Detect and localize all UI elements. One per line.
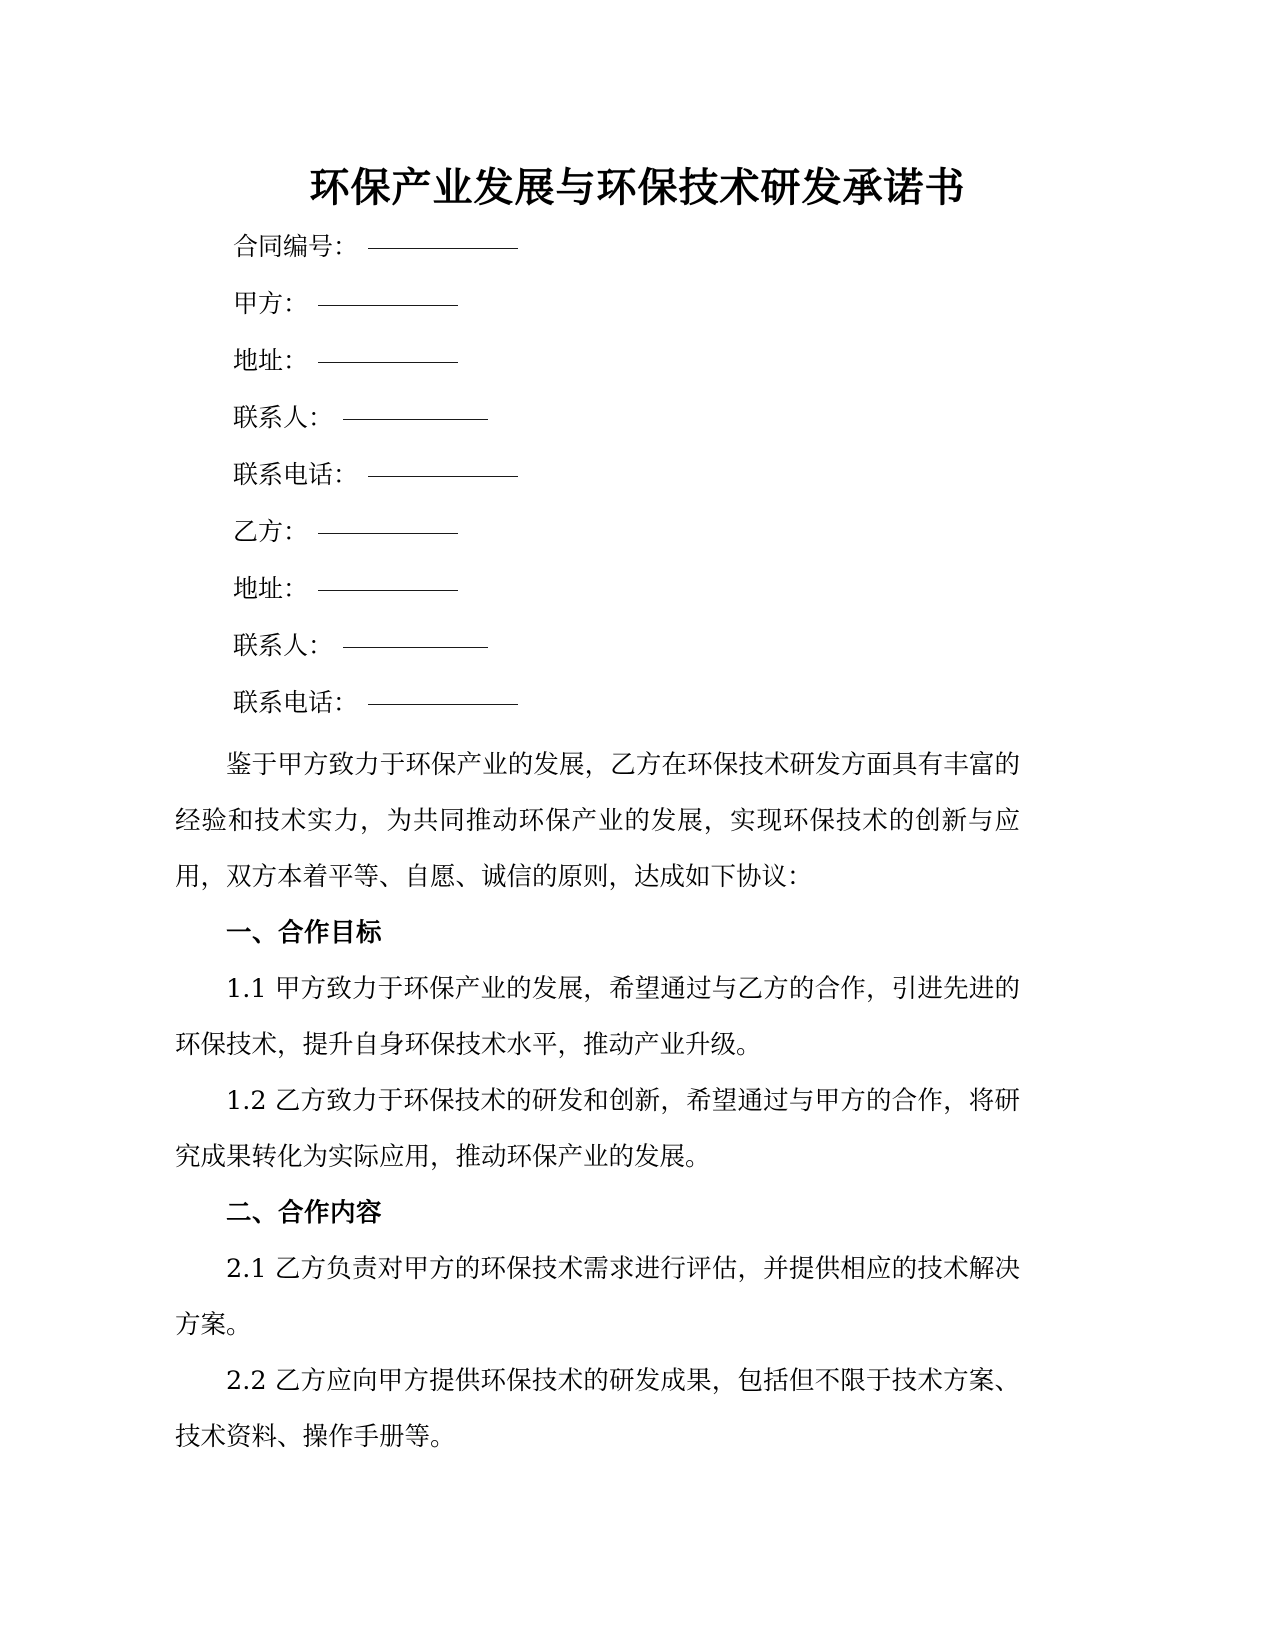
recital-paragraph: 鉴于甲方致力于环保产业的发展，乙方在环保技术研发方面具有丰富的经验和技术实力，为共同推动环保产业的发展，实现环保技术的创新与应用，双方本着平等、自愿、诚信的原则，达成如下协议： [175, 750, 1020, 892]
form-field-blank[interactable] [368, 226, 518, 249]
form-field-row [175, 503, 1020, 560]
form-field-blank[interactable] [318, 340, 458, 363]
section-heading: 二、合作内容 [226, 1198, 383, 1228]
form-field-label: 联系人： [233, 631, 334, 660]
form-field-row [175, 332, 1020, 389]
page-title: 环保产业发展与环保技术研发承诺书 [309, 163, 966, 211]
form-field-label: 地址： [233, 346, 309, 375]
form-field-label: 甲方： [233, 289, 309, 318]
clause-paragraph: 2.2 乙方应向甲方提供环保技术的研发成果，包括但不限于技术方案、技术资料、操作手册等。 [175, 1366, 1020, 1452]
form-field-blank[interactable] [343, 625, 488, 648]
section-heading: 一、合作目标 [226, 918, 383, 948]
form-field-blank[interactable] [368, 682, 518, 705]
clause-paragraph: 2.1 乙方负责对甲方的环保技术需求进行评估，并提供相应的技术解决方案。 [175, 1254, 1020, 1340]
form-field-row [175, 560, 1020, 617]
form-field-label: 合同编号： [233, 232, 359, 261]
clause-paragraph: 1.1 甲方致力于环保产业的发展，希望通过与乙方的合作，引进先进的环保技术，提升自身环保技术水平，推动产业升级。 [175, 974, 1020, 1060]
form-field-label: 联系人： [233, 403, 334, 432]
form-field-row [175, 275, 1020, 332]
section-list [175, 905, 1020, 1465]
form-field-row [175, 389, 1020, 446]
form-field-blank[interactable] [318, 568, 458, 591]
form-field-blank[interactable] [318, 511, 458, 534]
document-body [175, 218, 1020, 1465]
form-field-label: 联系电话： [233, 460, 359, 489]
form-field-blank[interactable] [318, 283, 458, 306]
form-field-blank[interactable] [368, 454, 518, 477]
form-field-row [175, 617, 1020, 674]
form-field-row [175, 218, 1020, 275]
form-field-label: 联系电话： [233, 688, 359, 717]
form-field-row [175, 446, 1020, 503]
clause-paragraph: 1.2 乙方致力于环保技术的研发和创新，希望通过与甲方的合作，将研究成果转化为实际应用，推动环保产业的发展。 [175, 1086, 1020, 1172]
form-field-list [175, 218, 1020, 731]
form-field-label: 乙方： [233, 517, 309, 546]
form-field-row [175, 674, 1020, 731]
form-field-label: 地址： [233, 574, 309, 603]
form-field-blank[interactable] [343, 397, 488, 420]
